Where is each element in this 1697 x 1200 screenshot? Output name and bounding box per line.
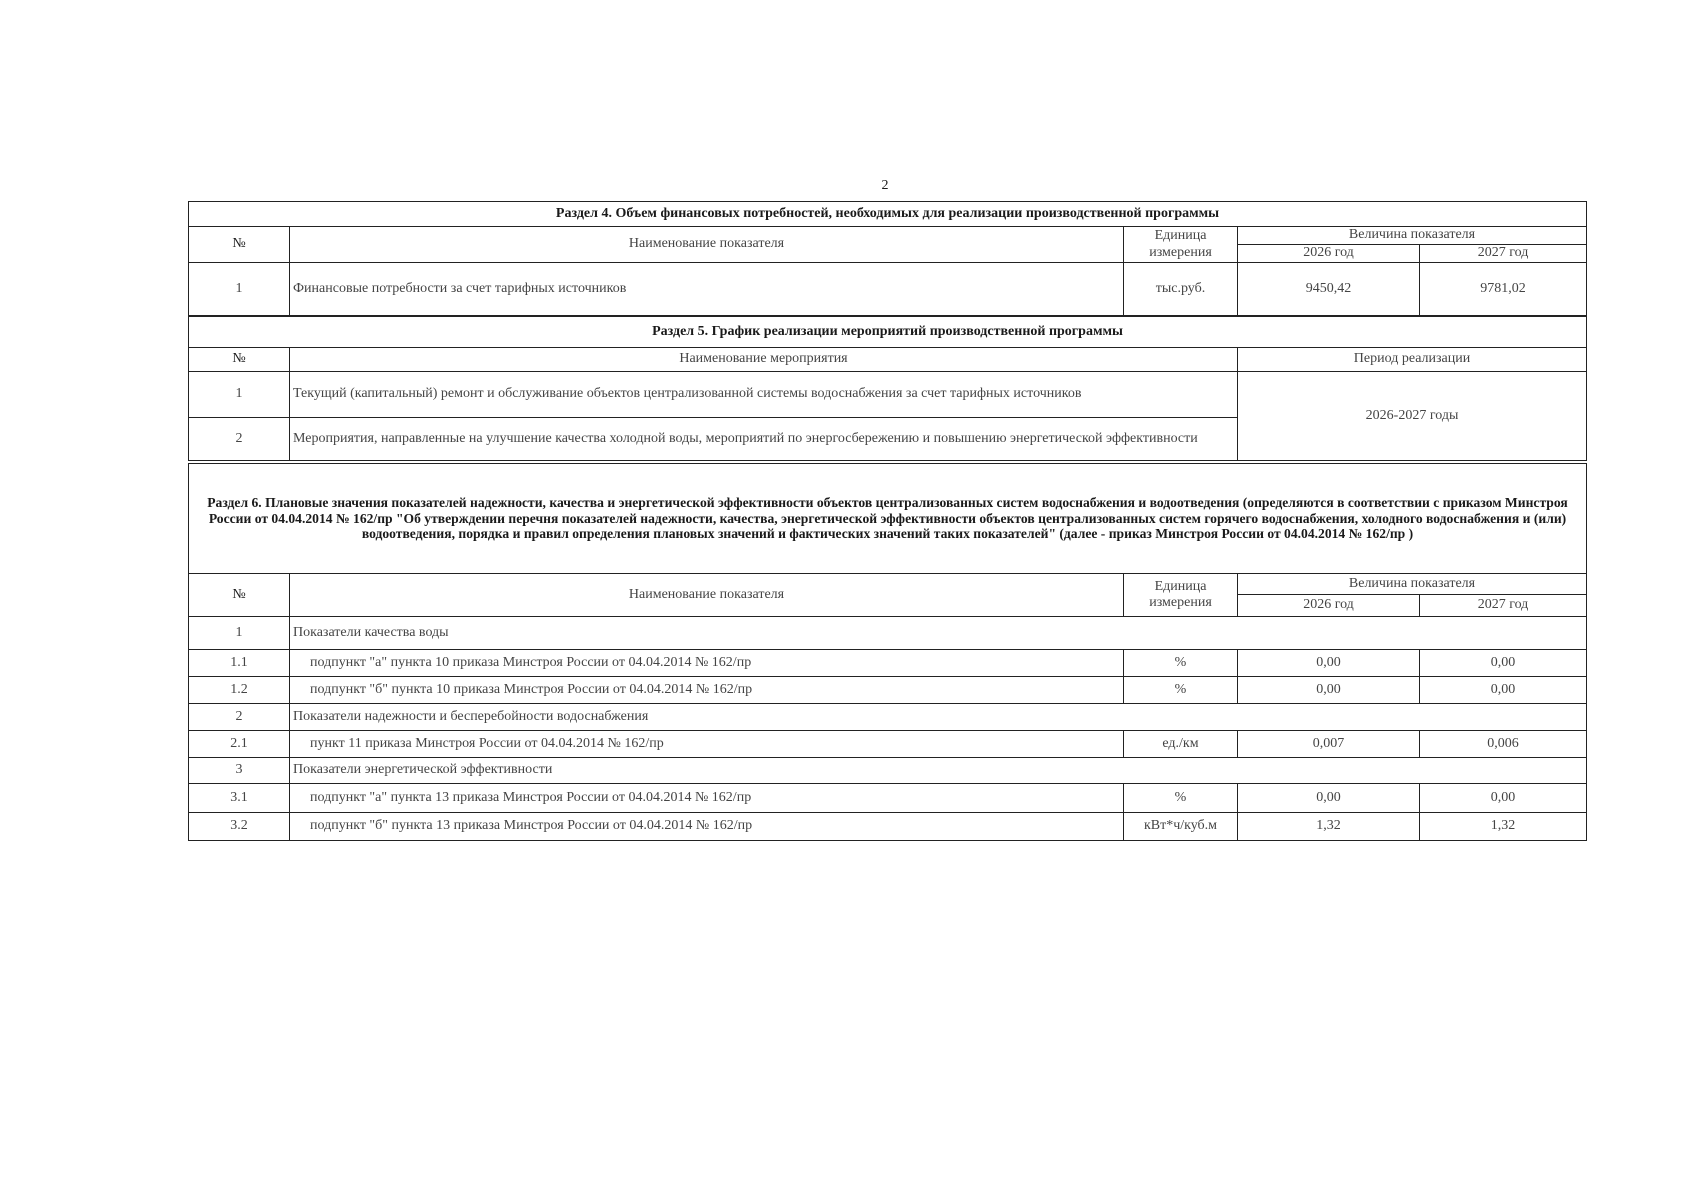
row-name: пункт 11 приказа Минстроя России от 04.04.2014 № 162/пр — [290, 731, 1124, 758]
row-value-2026: 9450,42 — [1238, 263, 1420, 316]
row-num: 1 — [189, 372, 290, 418]
page-number: 2 — [881, 178, 889, 193]
section5-table — [188, 316, 1587, 461]
row-unit: кВт*ч/куб.м — [1124, 813, 1238, 841]
section4-title: Раздел 4. Объем финансовых потребностей, необходимых для реализации производственной программы — [189, 202, 1587, 227]
row-num: 1.1 — [189, 650, 290, 677]
row-value-2027: 0,006 — [1420, 731, 1587, 758]
row-num: 2.1 — [189, 731, 290, 758]
row-name: подпункт "б" пункта 10 приказа Минстроя России от 04.04.2014 № 162/пр — [290, 677, 1124, 704]
section4-header-unit: Единица измерения — [1124, 227, 1238, 263]
row-value-2026: 0,00 — [1238, 677, 1420, 704]
row-value-2027: 0,00 — [1420, 650, 1587, 677]
section4-header-name: Наименование показателя — [290, 227, 1124, 263]
row-name: подпункт "а" пункта 13 приказа Минстроя России от 04.04.2014 № 162/пр — [290, 784, 1124, 813]
section4-header-2026: 2026 год — [1238, 245, 1420, 263]
group-row — [189, 617, 1587, 650]
section6-header-2027: 2027 год — [1420, 595, 1587, 617]
section4-header-num: № — [189, 227, 290, 263]
row-name: Финансовые потребности за счет тарифных источников — [290, 263, 1124, 316]
row-unit: ед./км — [1124, 731, 1238, 758]
section5-header-num: № — [189, 348, 290, 372]
section5-header-period: Период реализации — [1238, 348, 1587, 372]
group-row — [189, 758, 1587, 784]
section6-header-unit: Единица измерения — [1124, 574, 1238, 617]
section6-header-name: Наименование показателя — [290, 574, 1124, 617]
row-num: 2 — [189, 418, 290, 461]
section5-period: 2026-2027 годы — [1238, 372, 1587, 461]
row-num: 3.2 — [189, 813, 290, 841]
row-num: 1.2 — [189, 677, 290, 704]
section4-header-2027: 2027 год — [1420, 245, 1587, 263]
row-value-2026: 0,00 — [1238, 784, 1420, 813]
table-row — [189, 813, 1587, 841]
table-row — [189, 650, 1587, 677]
section5-title: Раздел 5. График реализации мероприятий производственной программы — [189, 317, 1587, 348]
row-value-2026: 0,00 — [1238, 650, 1420, 677]
group-num: 1 — [189, 617, 290, 650]
table-row — [189, 677, 1587, 704]
group-name: Показатели энергетической эффективности — [290, 758, 1587, 784]
row-value-2027: 0,00 — [1420, 677, 1587, 704]
group-num: 2 — [189, 704, 290, 731]
section6-header-2026: 2026 год — [1238, 595, 1420, 617]
section6-title: Раздел 6. Плановые значения показателей надежности, качества и энергетической эффективности объектов централизованных систем водоснабжения и водоотведения (определяются в соответствии с приказом Минстроя России от 04.04.2014 № 162/пр "Об утверждении перечня показателей надежности, качества, энергетической эффективности объектов централизованных систем горячего водоснабжения, холодного водоснабжения и (или) водоотведения, порядка и правил определения плановых значений и фактических значений таких показателей" (далее - приказ Минстроя России от 04.04.2014 № 162/пр ) — [189, 464, 1587, 574]
table-row — [189, 372, 1587, 418]
table-row — [189, 784, 1587, 813]
group-num: 3 — [189, 758, 290, 784]
group-name: Показатели надежности и бесперебойности водоснабжения — [290, 704, 1587, 731]
section6-table — [188, 463, 1587, 841]
group-name: Показатели качества воды — [290, 617, 1587, 650]
section5-header-name: Наименование мероприятия — [290, 348, 1238, 372]
table-row — [189, 731, 1587, 758]
group-row — [189, 704, 1587, 731]
row-value-2027: 9781,02 — [1420, 263, 1587, 316]
row-value-2027: 1,32 — [1420, 813, 1587, 841]
row-value-2027: 0,00 — [1420, 784, 1587, 813]
section4-table — [188, 201, 1587, 316]
row-num: 1 — [189, 263, 290, 316]
row-name: Текущий (капитальный) ремонт и обслуживание объектов централизованной системы водоснабжения за счет тарифных источников — [290, 372, 1238, 418]
row-num: 3.1 — [189, 784, 290, 813]
row-name: Мероприятия, направленные на улучшение качества холодной воды, мероприятий по энергосбережению и повышению энергетической эффективности — [290, 418, 1238, 461]
table-row — [189, 263, 1587, 316]
section4-header-value: Величина показателя — [1238, 227, 1587, 245]
row-unit: тыс.руб. — [1124, 263, 1238, 316]
row-value-2026: 0,007 — [1238, 731, 1420, 758]
row-unit: % — [1124, 650, 1238, 677]
row-unit: % — [1124, 784, 1238, 813]
row-unit: % — [1124, 677, 1238, 704]
row-value-2026: 1,32 — [1238, 813, 1420, 841]
section6-header-num: № — [189, 574, 290, 617]
section6-header-value: Величина показателя — [1238, 574, 1587, 595]
row-name: подпункт "а" пункта 10 приказа Минстроя России от 04.04.2014 № 162/пр — [290, 650, 1124, 677]
row-name: подпункт "б" пункта 13 приказа Минстроя России от 04.04.2014 № 162/пр — [290, 813, 1124, 841]
